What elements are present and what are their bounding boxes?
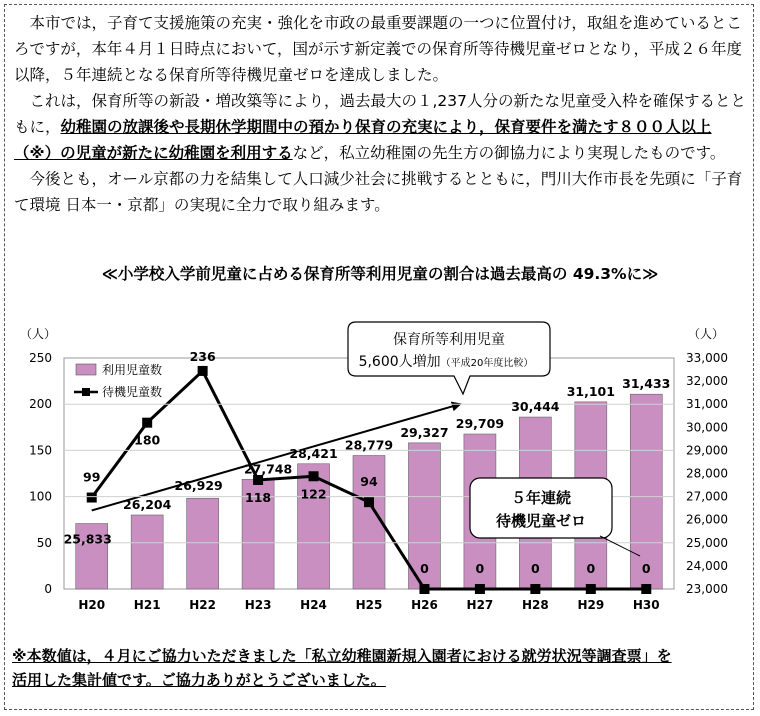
right-axis-unit: （人） [688,327,725,341]
line-value-label: 99 [83,469,101,485]
x-tick-label: H27 [466,598,494,612]
bar-value-label: 29,327 [400,424,449,440]
line-point [309,471,319,481]
legend-bar-label: 利用児童数 [102,363,163,377]
legend [74,362,162,399]
bar-value-label: 28,779 [344,437,394,453]
right-tick-label: 28,000 [686,466,728,481]
legend-bar-swatch [76,364,96,375]
line-point [586,584,596,594]
legend-line-marker [82,388,90,396]
right-tick-label: 24,000 [686,558,728,573]
bar [187,498,219,589]
line-point [530,584,540,594]
intro-p2-highlight: 幼稚園の放課後や長期休学期間中の預かり保育の充実により，保育要件を満たす８００人以上（※）の児童が新たに幼稚園を利用する [14,118,712,162]
bar-value-label: 31,101 [566,383,615,399]
x-tick-label: H26 [411,598,438,612]
line-value-label: 0 [586,561,596,576]
bar-value-label: 25,833 [63,531,112,547]
intro-paragraph-3: 今後とも，オール京都の力を結集して人口減少社会に挑戦するとともに，門川大作市長を先頭に「子育て環境 日本一・京都」の実現に全力で取り組みます。 [14,170,743,214]
line-point [87,493,97,503]
line-value-label: 236 [189,348,216,364]
line-value-label: 94 [360,474,378,490]
callout-top [348,322,550,394]
left-tick-label: 50 [36,535,52,550]
line-point [142,418,152,428]
x-tick-label: H25 [355,598,383,612]
line-value-label: 122 [300,486,327,502]
left-tick-label: 200 [29,397,52,412]
bar [131,515,163,589]
line-value-label: 0 [641,561,651,576]
bar-value-label: 27,748 [243,461,293,477]
x-tick-label: H29 [577,598,605,612]
right-tick-label: 31,000 [686,397,728,412]
right-tick-label: 33,000 [686,351,728,365]
x-tick-label: H23 [244,598,272,612]
footnote-line-1: ※本数値は，４月にご協力いただきました「私立幼稚園新規入園者における就労状況等調査票」を [12,647,672,665]
bar-value-label: 29,709 [455,416,505,432]
callout-top-line2: 5,600人増加（平成20年度比較） [358,354,534,370]
line-point [419,584,429,594]
footnote [12,644,748,692]
right-tick-label: 32,000 [686,374,728,389]
x-tick-label: H24 [300,598,327,612]
chart-svg [0,290,760,640]
line-point [475,584,485,594]
legend-line-label: 待機児童数 [102,385,163,399]
x-tick-label: H28 [521,598,549,612]
bar-value-label: 26,204 [123,496,172,512]
right-tick-label: 26,000 [686,512,728,527]
footnote-line-2: 活用した集計値です。ご協力ありがとうございました。 [12,671,386,689]
callout-bottom-line1: ５年連続 [510,489,572,507]
left-tick-label: 100 [29,489,52,504]
bar-value-label: 31,433 [622,376,671,392]
line-value-label: 0 [531,561,540,576]
line-point [198,366,208,376]
line-point [253,475,263,485]
x-tick-label: H20 [78,598,106,612]
left-tick-label: 0 [44,582,52,596]
x-tick-label: H21 [133,598,161,612]
bar-value-label: 30,444 [511,399,560,415]
line-value-label: 0 [475,561,485,576]
bar-value-label: 26,929 [174,478,223,494]
right-tick-label: 29,000 [686,443,728,458]
line-point [641,584,651,594]
right-tick-label: 23,000 [686,582,728,596]
chart-title: ≪小学校入学前児童に占める保育所等利用児童の割合は過去最高の 49.3%に≫ [101,265,659,283]
bar [630,394,662,589]
line-value-label: 180 [134,432,161,448]
left-tick-label: 250 [29,351,52,365]
line-value-label: 0 [420,561,429,576]
right-tick-label: 27,000 [686,489,728,504]
intro-p2-part-c: など，私立幼稚園の先生方の御協力により実現したものです。 [292,144,726,162]
callout-top-line1: 保育所等利用児童 [393,332,505,348]
right-tick-label: 30,000 [686,420,728,435]
bar-value-label: 28,421 [289,445,338,461]
x-tick-label: H30 [632,598,660,612]
callout-bottom-line2: 待機児童ゼロ [495,512,587,530]
intro-paragraph-1: 本市では，子育て支援施策の充実・強化を市政の最重要課題の一つに位置付け，取組を進めているところですが，本年４月１日時点において，国が示す新定義での保育所等待機児童ゼロとなり，平成２６年度以降，５年連続となる保育所等待機児童ゼロを達成しました。 [14,14,743,84]
right-tick-label: 25,000 [686,535,728,550]
line-point [364,497,374,507]
left-axis-unit: （人） [20,327,57,341]
line-value-label: 118 [245,489,272,505]
left-tick-label: 150 [29,443,52,458]
intro-p2-part-a: これは，保育所等の新設・増改築等により，過去最大の１,237人分の新たな児童受入枠を確保するとともに， [14,92,747,136]
x-tick-label: H22 [189,598,217,612]
intro-text [14,10,746,218]
intro-paragraph-2 [14,88,746,166]
